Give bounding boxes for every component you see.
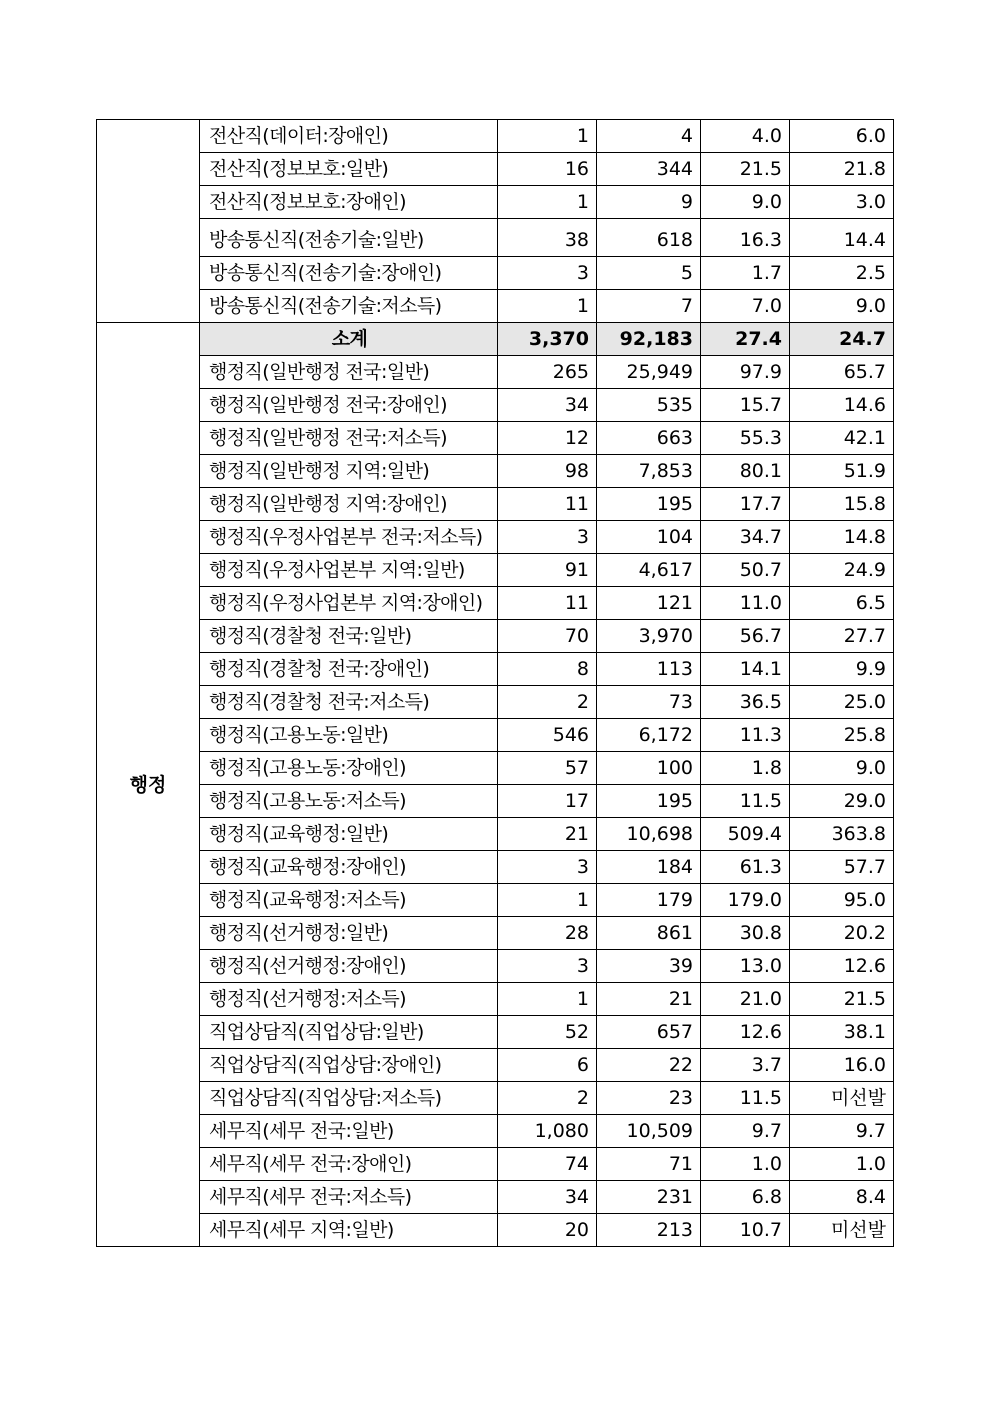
value-cell-c2: 100 xyxy=(597,752,701,785)
position-name-cell: 방송통신직(전송기술:저소득) xyxy=(200,290,498,323)
value-cell-c1: 38 xyxy=(498,219,597,257)
subtotal-row xyxy=(97,323,894,356)
value-cell-c3: 15.7 xyxy=(701,389,790,422)
value-cell-c3: 55.3 xyxy=(701,422,790,455)
value-cell-c4: 8.4 xyxy=(790,1181,894,1214)
value-cell-c1: 3,370 xyxy=(498,323,597,356)
value-cell-c4: 미선발 xyxy=(790,1214,894,1247)
value-cell-c3: 16.3 xyxy=(701,219,790,257)
position-name-cell: 행정직(고용노동:저소득) xyxy=(200,785,498,818)
position-name-cell: 전산직(정보보호:일반) xyxy=(200,153,498,186)
value-cell-c4: 21.8 xyxy=(790,153,894,186)
table-row xyxy=(97,818,894,851)
value-cell-c2: 184 xyxy=(597,851,701,884)
value-cell-c3: 11.5 xyxy=(701,1082,790,1115)
value-cell-c3: 80.1 xyxy=(701,455,790,488)
value-cell-c4: 38.1 xyxy=(790,1016,894,1049)
position-name-cell: 행정직(경찰청 전국:일반) xyxy=(200,620,498,653)
position-name-cell: 행정직(일반행정 지역:일반) xyxy=(200,455,498,488)
value-cell-c4: 1.0 xyxy=(790,1148,894,1181)
table-row xyxy=(97,1049,894,1082)
value-cell-c2: 618 xyxy=(597,219,701,257)
value-cell-c1: 11 xyxy=(498,488,597,521)
value-cell-c2: 10,698 xyxy=(597,818,701,851)
value-cell-c4: 3.0 xyxy=(790,186,894,219)
value-cell-c1: 12 xyxy=(498,422,597,455)
value-cell-c2: 657 xyxy=(597,1016,701,1049)
value-cell-c1: 98 xyxy=(498,455,597,488)
value-cell-c1: 6 xyxy=(498,1049,597,1082)
value-cell-c2: 4 xyxy=(597,120,701,153)
value-cell-c4: 15.8 xyxy=(790,488,894,521)
value-cell-c4: 9.0 xyxy=(790,290,894,323)
value-cell-c1: 2 xyxy=(498,1082,597,1115)
value-cell-c3: 179.0 xyxy=(701,884,790,917)
value-cell-c4: 9.0 xyxy=(790,752,894,785)
table-body xyxy=(97,120,894,1247)
table-row xyxy=(97,752,894,785)
table-row xyxy=(97,219,894,257)
table-row xyxy=(97,653,894,686)
value-cell-c3: 13.0 xyxy=(701,950,790,983)
position-name-cell: 전산직(데이터:장애인) xyxy=(200,120,498,153)
value-cell-c3: 36.5 xyxy=(701,686,790,719)
value-cell-c2: 25,949 xyxy=(597,356,701,389)
position-name-cell: 세무직(세무 지역:일반) xyxy=(200,1214,498,1247)
value-cell-c4: 24.9 xyxy=(790,554,894,587)
value-cell-c1: 1 xyxy=(498,120,597,153)
value-cell-c3: 27.4 xyxy=(701,323,790,356)
value-cell-c2: 7 xyxy=(597,290,701,323)
value-cell-c4: 25.8 xyxy=(790,719,894,752)
position-name-cell: 행정직(경찰청 전국:장애인) xyxy=(200,653,498,686)
value-cell-c2: 22 xyxy=(597,1049,701,1082)
value-cell-c4: 21.5 xyxy=(790,983,894,1016)
position-name-cell: 세무직(세무 전국:저소득) xyxy=(200,1181,498,1214)
value-cell-c2: 213 xyxy=(597,1214,701,1247)
value-cell-c1: 8 xyxy=(498,653,597,686)
value-cell-c4: 95.0 xyxy=(790,884,894,917)
table-row xyxy=(97,455,894,488)
table-row xyxy=(97,356,894,389)
value-cell-c2: 663 xyxy=(597,422,701,455)
value-cell-c4: 12.6 xyxy=(790,950,894,983)
value-cell-c3: 30.8 xyxy=(701,917,790,950)
value-cell-c1: 1,080 xyxy=(498,1115,597,1148)
value-cell-c2: 10,509 xyxy=(597,1115,701,1148)
value-cell-c1: 52 xyxy=(498,1016,597,1049)
value-cell-c2: 179 xyxy=(597,884,701,917)
value-cell-c2: 195 xyxy=(597,785,701,818)
position-name-cell: 세무직(세무 전국:일반) xyxy=(200,1115,498,1148)
value-cell-c2: 39 xyxy=(597,950,701,983)
value-cell-c4: 24.7 xyxy=(790,323,894,356)
value-cell-c3: 14.1 xyxy=(701,653,790,686)
value-cell-c1: 1 xyxy=(498,884,597,917)
table-row xyxy=(97,884,894,917)
table-row xyxy=(97,554,894,587)
value-cell-c1: 3 xyxy=(498,257,597,290)
value-cell-c3: 17.7 xyxy=(701,488,790,521)
value-cell-c4: 42.1 xyxy=(790,422,894,455)
value-cell-c3: 1.0 xyxy=(701,1148,790,1181)
position-name-cell: 방송통신직(전송기술:장애인) xyxy=(200,257,498,290)
value-cell-c2: 5 xyxy=(597,257,701,290)
position-name-cell: 행정직(일반행정 전국:일반) xyxy=(200,356,498,389)
value-cell-c1: 28 xyxy=(498,917,597,950)
value-cell-c2: 121 xyxy=(597,587,701,620)
value-cell-c1: 11 xyxy=(498,587,597,620)
value-cell-c3: 10.7 xyxy=(701,1214,790,1247)
table-row xyxy=(97,983,894,1016)
position-name-cell: 직업상담직(직업상담:장애인) xyxy=(200,1049,498,1082)
value-cell-c4: 9.9 xyxy=(790,653,894,686)
value-cell-c4: 27.7 xyxy=(790,620,894,653)
value-cell-c1: 91 xyxy=(498,554,597,587)
value-cell-c4: 57.7 xyxy=(790,851,894,884)
value-cell-c4: 363.8 xyxy=(790,818,894,851)
position-name-cell: 행정직(고용노동:일반) xyxy=(200,719,498,752)
table-row xyxy=(97,1082,894,1115)
table-row xyxy=(97,1016,894,1049)
value-cell-c3: 12.6 xyxy=(701,1016,790,1049)
value-cell-c4: 14.6 xyxy=(790,389,894,422)
value-cell-c3: 34.7 xyxy=(701,521,790,554)
value-cell-c1: 20 xyxy=(498,1214,597,1247)
value-cell-c4: 25.0 xyxy=(790,686,894,719)
value-cell-c2: 4,617 xyxy=(597,554,701,587)
position-name-cell: 행정직(우정사업본부 전국:저소득) xyxy=(200,521,498,554)
value-cell-c1: 3 xyxy=(498,521,597,554)
position-name-cell: 행정직(우정사업본부 지역:일반) xyxy=(200,554,498,587)
table-row xyxy=(97,1214,894,1247)
value-cell-c2: 195 xyxy=(597,488,701,521)
value-cell-c1: 74 xyxy=(498,1148,597,1181)
value-cell-c3: 9.0 xyxy=(701,186,790,219)
category-cell: 행정 xyxy=(97,323,200,1247)
value-cell-c2: 73 xyxy=(597,686,701,719)
value-cell-c2: 535 xyxy=(597,389,701,422)
value-cell-c2: 113 xyxy=(597,653,701,686)
table-row xyxy=(97,917,894,950)
table-row xyxy=(97,422,894,455)
value-cell-c3: 11.0 xyxy=(701,587,790,620)
table-row xyxy=(97,785,894,818)
value-cell-c4: 14.8 xyxy=(790,521,894,554)
value-cell-c1: 34 xyxy=(498,1181,597,1214)
value-cell-c2: 21 xyxy=(597,983,701,1016)
value-cell-c2: 3,970 xyxy=(597,620,701,653)
table-row xyxy=(97,488,894,521)
value-cell-c2: 23 xyxy=(597,1082,701,1115)
value-cell-c1: 3 xyxy=(498,851,597,884)
table-row xyxy=(97,257,894,290)
table-row xyxy=(97,719,894,752)
value-cell-c3: 50.7 xyxy=(701,554,790,587)
value-cell-c4: 6.0 xyxy=(790,120,894,153)
table-row xyxy=(97,186,894,219)
position-name-cell: 직업상담직(직업상담:저소득) xyxy=(200,1082,498,1115)
position-name-cell: 행정직(고용노동:장애인) xyxy=(200,752,498,785)
value-cell-c2: 71 xyxy=(597,1148,701,1181)
value-cell-c3: 21.5 xyxy=(701,153,790,186)
table-row xyxy=(97,851,894,884)
value-cell-c4: 51.9 xyxy=(790,455,894,488)
value-cell-c3: 9.7 xyxy=(701,1115,790,1148)
position-name-cell: 방송통신직(전송기술:일반) xyxy=(200,219,498,257)
position-name-cell: 행정직(교육행정:일반) xyxy=(200,818,498,851)
value-cell-c3: 4.0 xyxy=(701,120,790,153)
value-cell-c3: 11.3 xyxy=(701,719,790,752)
value-cell-c4: 2.5 xyxy=(790,257,894,290)
position-name-cell: 직업상담직(직업상담:일반) xyxy=(200,1016,498,1049)
table-row xyxy=(97,290,894,323)
value-cell-c1: 1 xyxy=(498,186,597,219)
position-name-cell: 행정직(일반행정 전국:저소득) xyxy=(200,422,498,455)
position-name-cell: 행정직(우정사업본부 지역:장애인) xyxy=(200,587,498,620)
table-row xyxy=(97,587,894,620)
value-cell-c3: 56.7 xyxy=(701,620,790,653)
value-cell-c1: 57 xyxy=(498,752,597,785)
value-cell-c1: 3 xyxy=(498,950,597,983)
value-cell-c1: 21 xyxy=(498,818,597,851)
position-name-cell: 전산직(정보보호:장애인) xyxy=(200,186,498,219)
position-name-cell: 행정직(일반행정 지역:장애인) xyxy=(200,488,498,521)
table-row xyxy=(97,1181,894,1214)
value-cell-c3: 7.0 xyxy=(701,290,790,323)
value-cell-c1: 1 xyxy=(498,983,597,1016)
value-cell-c3: 21.0 xyxy=(701,983,790,1016)
value-cell-c1: 1 xyxy=(498,290,597,323)
value-cell-c4: 29.0 xyxy=(790,785,894,818)
value-cell-c3: 1.8 xyxy=(701,752,790,785)
category-cell xyxy=(97,120,200,323)
value-cell-c4: 20.2 xyxy=(790,917,894,950)
value-cell-c4: 65.7 xyxy=(790,356,894,389)
value-cell-c3: 3.7 xyxy=(701,1049,790,1082)
position-name-cell: 세무직(세무 전국:장애인) xyxy=(200,1148,498,1181)
value-cell-c4: 미선발 xyxy=(790,1082,894,1115)
value-cell-c2: 7,853 xyxy=(597,455,701,488)
position-name-cell: 행정직(선거행정:일반) xyxy=(200,917,498,950)
value-cell-c4: 16.0 xyxy=(790,1049,894,1082)
value-cell-c4: 6.5 xyxy=(790,587,894,620)
value-cell-c1: 265 xyxy=(498,356,597,389)
value-cell-c1: 17 xyxy=(498,785,597,818)
value-cell-c1: 2 xyxy=(498,686,597,719)
value-cell-c3: 509.4 xyxy=(701,818,790,851)
value-cell-c2: 9 xyxy=(597,186,701,219)
value-cell-c3: 1.7 xyxy=(701,257,790,290)
table-row xyxy=(97,521,894,554)
value-cell-c3: 6.8 xyxy=(701,1181,790,1214)
position-name-cell: 행정직(경찰청 전국:저소득) xyxy=(200,686,498,719)
value-cell-c3: 11.5 xyxy=(701,785,790,818)
value-cell-c2: 92,183 xyxy=(597,323,701,356)
table-row xyxy=(97,1115,894,1148)
value-cell-c3: 97.9 xyxy=(701,356,790,389)
table-row xyxy=(97,389,894,422)
value-cell-c1: 34 xyxy=(498,389,597,422)
table-row xyxy=(97,1148,894,1181)
position-name-cell: 행정직(선거행정:저소득) xyxy=(200,983,498,1016)
value-cell-c3: 61.3 xyxy=(701,851,790,884)
table-row xyxy=(97,153,894,186)
value-cell-c2: 861 xyxy=(597,917,701,950)
value-cell-c1: 16 xyxy=(498,153,597,186)
value-cell-c1: 546 xyxy=(498,719,597,752)
position-name-cell: 행정직(선거행정:장애인) xyxy=(200,950,498,983)
table-row xyxy=(97,620,894,653)
value-cell-c1: 70 xyxy=(498,620,597,653)
recruitment-table xyxy=(96,119,894,1247)
position-name-cell: 행정직(교육행정:장애인) xyxy=(200,851,498,884)
value-cell-c4: 9.7 xyxy=(790,1115,894,1148)
value-cell-c4: 14.4 xyxy=(790,219,894,257)
value-cell-c2: 231 xyxy=(597,1181,701,1214)
position-name-cell: 행정직(일반행정 전국:장애인) xyxy=(200,389,498,422)
value-cell-c2: 6,172 xyxy=(597,719,701,752)
position-name-cell: 소계 xyxy=(200,323,498,356)
position-name-cell: 행정직(교육행정:저소득) xyxy=(200,884,498,917)
table-row xyxy=(97,686,894,719)
value-cell-c2: 344 xyxy=(597,153,701,186)
table-row xyxy=(97,950,894,983)
table-row xyxy=(97,120,894,153)
value-cell-c2: 104 xyxy=(597,521,701,554)
